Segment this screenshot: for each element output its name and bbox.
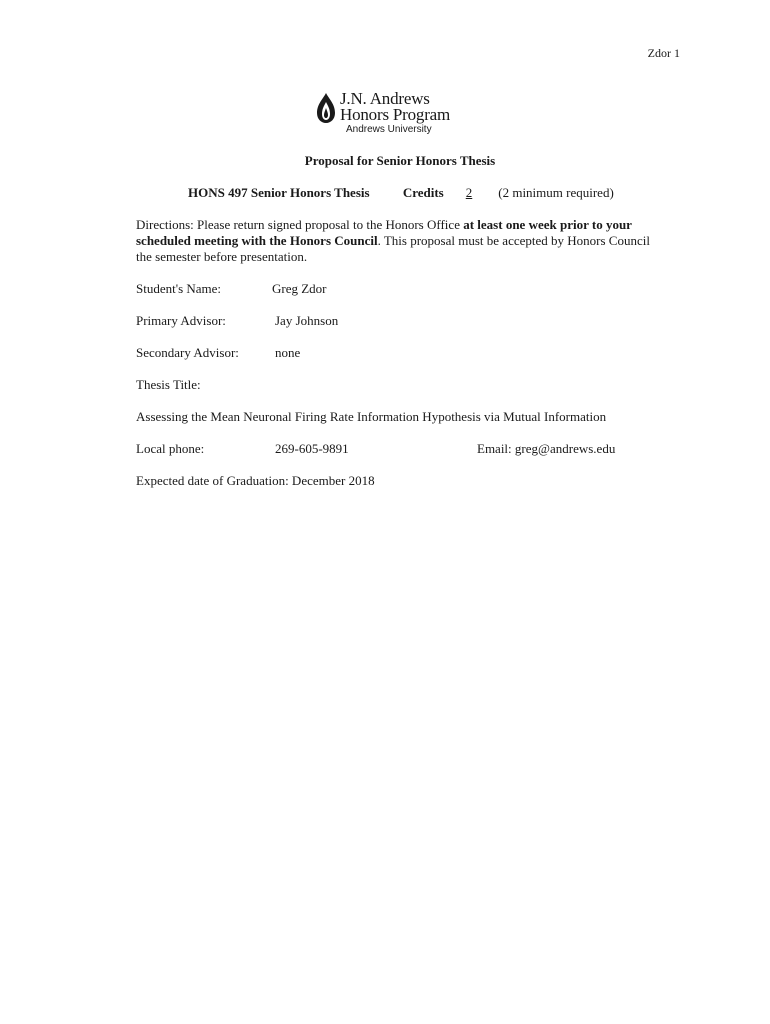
primary-advisor-value: Jay Johnson [275, 313, 339, 328]
thesis-title-value: Assessing the Mean Neuronal Firing Rate Information Hypothesis via Mutual Information [136, 409, 607, 424]
page-marker: Zdor 1 [647, 46, 680, 60]
course-line [188, 185, 614, 201]
honors-program-logo [316, 90, 450, 135]
directions-paragraph [136, 217, 666, 265]
student-name-value: Greg Zdor [272, 281, 327, 296]
thesis-title-row [136, 409, 606, 425]
primary-advisor-label: Primary Advisor: [136, 313, 226, 328]
secondary-advisor-label: Secondary Advisor: [136, 345, 239, 360]
email-text: Email: greg@andrews.edu [477, 441, 616, 456]
flame-arch-icon [316, 92, 336, 124]
secondary-advisor-row [136, 345, 301, 361]
logo-university: Andrews University [346, 124, 432, 135]
credits-value: 2 [465, 185, 473, 200]
credits-label: Credits [402, 185, 444, 200]
primary-advisor-row [136, 313, 339, 329]
secondary-advisor-value: none [275, 345, 301, 360]
directions-end: . This proposal must be accepted by Honors Council the semester before presentation. [136, 233, 650, 264]
directions-emphasis: at least one week prior to your scheduled meeting with the Honors Council [136, 217, 632, 248]
student-name-row [136, 281, 327, 297]
thesis-title-label-row [136, 377, 201, 393]
graduation-text: Expected date of Graduation: December 2018 [136, 473, 375, 488]
graduation-row [136, 473, 375, 489]
contact-row [136, 441, 616, 457]
credits-note: (2 minimum required) [498, 185, 614, 200]
logo-title-line2: Honors Program [340, 105, 451, 124]
logo-title-line1: J.N. Andrews [340, 89, 430, 108]
document-title: Proposal for Senior Honors Thesis [304, 153, 496, 168]
student-name-label: Student's Name: [136, 281, 222, 296]
phone-value: 269-605-9891 [275, 441, 349, 456]
directions-intro: Directions: Please return signed proposal to the Honors Office [136, 217, 464, 232]
thesis-title-label: Thesis Title: [136, 377, 201, 392]
phone-label: Local phone: [136, 441, 205, 456]
course-name: HONS 497 Senior Honors Thesis [188, 185, 370, 200]
